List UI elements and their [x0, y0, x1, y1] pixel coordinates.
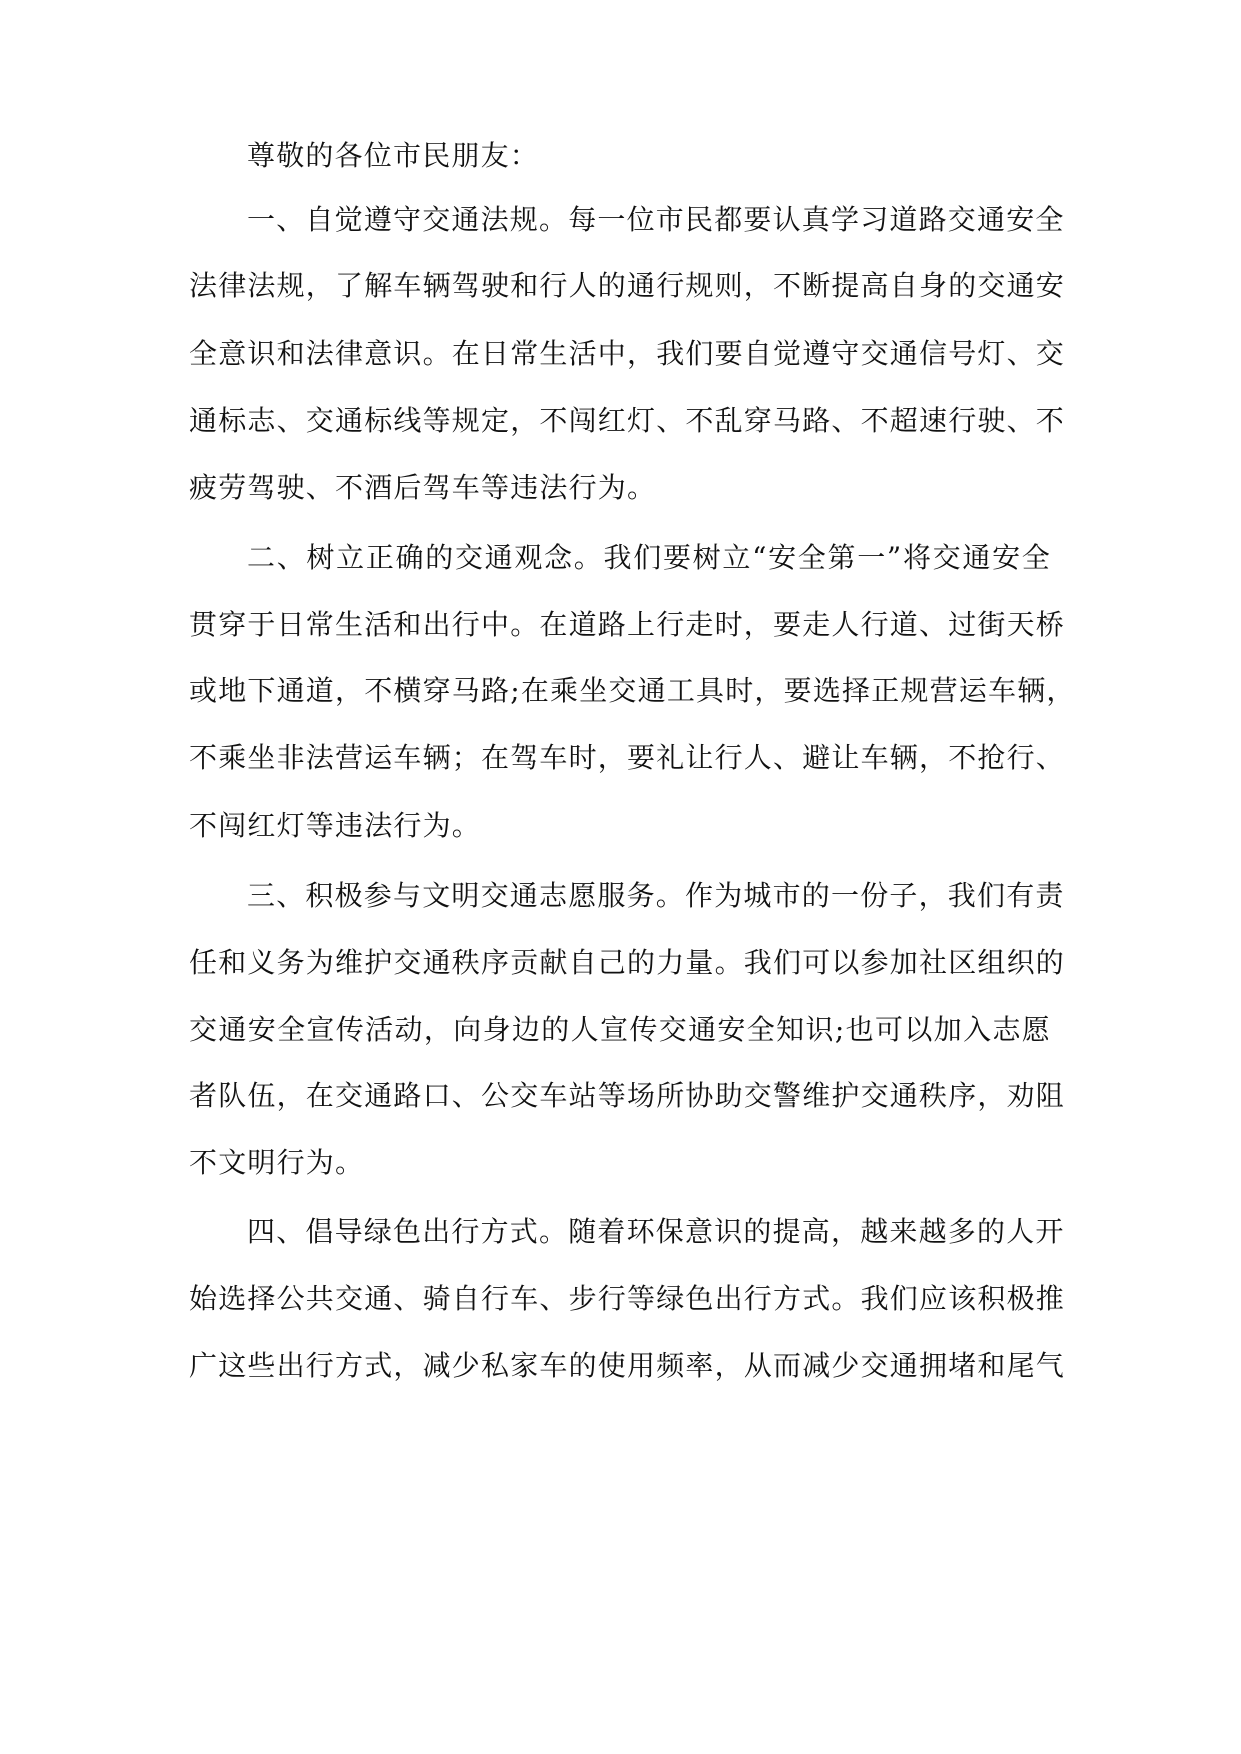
paragraph-3-line-3: 交通安全宣传活动，向身边的人宣传交通安全知识;也可以加入志愿	[189, 1013, 1051, 1046]
paragraph-2-line-5: 不闯红灯等违法行为。	[189, 809, 482, 842]
paragraph-4-line-2: 始选择公共交通、骑自行车、步行等绿色出行方式。我们应该积极推	[189, 1282, 1066, 1315]
paragraph-1-line-4: 通标志、交通标线等规定，不闯红灯、不乱穿马路、不超速行驶、不	[189, 404, 1066, 437]
paragraph-2-line-1: 二、树立正确的交通观念。我们要树立“安全第一”将交通安全	[247, 541, 1051, 574]
paragraph-1-line-3: 全意识和法律意识。在日常生活中，我们要自觉遵守交通信号灯、交	[189, 337, 1066, 370]
paragraph-4-line-1: 四、倡导绿色出行方式。随着环保意识的提高，越来越多的人开	[247, 1215, 1065, 1248]
paragraph-1-line-2: 法律法规，了解车辆驾驶和行人的通行规则，不断提高自身的交通安	[189, 269, 1066, 302]
paragraph-2-line-3: 或地下通道，不横穿马路;在乘坐交通工具时，要选择正规营运车辆，	[189, 674, 1076, 707]
paragraph-1-line-5: 疲劳驾驶、不酒后驾车等违法行为。	[189, 471, 657, 504]
paragraph-3-line-1: 三、积极参与文明交通志愿服务。作为城市的一份子，我们有责	[247, 879, 1065, 912]
paragraph-4-line-3: 广这些出行方式，减少私家车的使用频率，从而减少交通拥堵和尾气	[189, 1349, 1066, 1382]
paragraph-3-line-5: 不文明行为。	[189, 1146, 365, 1179]
paragraph-3-line-4: 者队伍，在交通路口、公交车站等场所协助交警维护交通秩序，劝阻	[189, 1079, 1066, 1112]
greeting: 尊敬的各位市民朋友：	[247, 139, 540, 172]
paragraph-2-line-2: 贯穿于日常生活和出行中。在道路上行走时，要走人行道、过街天桥	[189, 608, 1066, 641]
paragraph-3-line-2: 任和义务为维护交通秩序贡献自己的力量。我们可以参加社区组织的	[189, 946, 1066, 979]
paragraph-1-line-1: 一、自觉遵守交通法规。每一位市民都要认真学习道路交通安全	[247, 203, 1065, 236]
paragraph-2-line-4: 不乘坐非法营运车辆；在驾车时，要礼让行人、避让车辆，不抢行、	[189, 741, 1066, 774]
